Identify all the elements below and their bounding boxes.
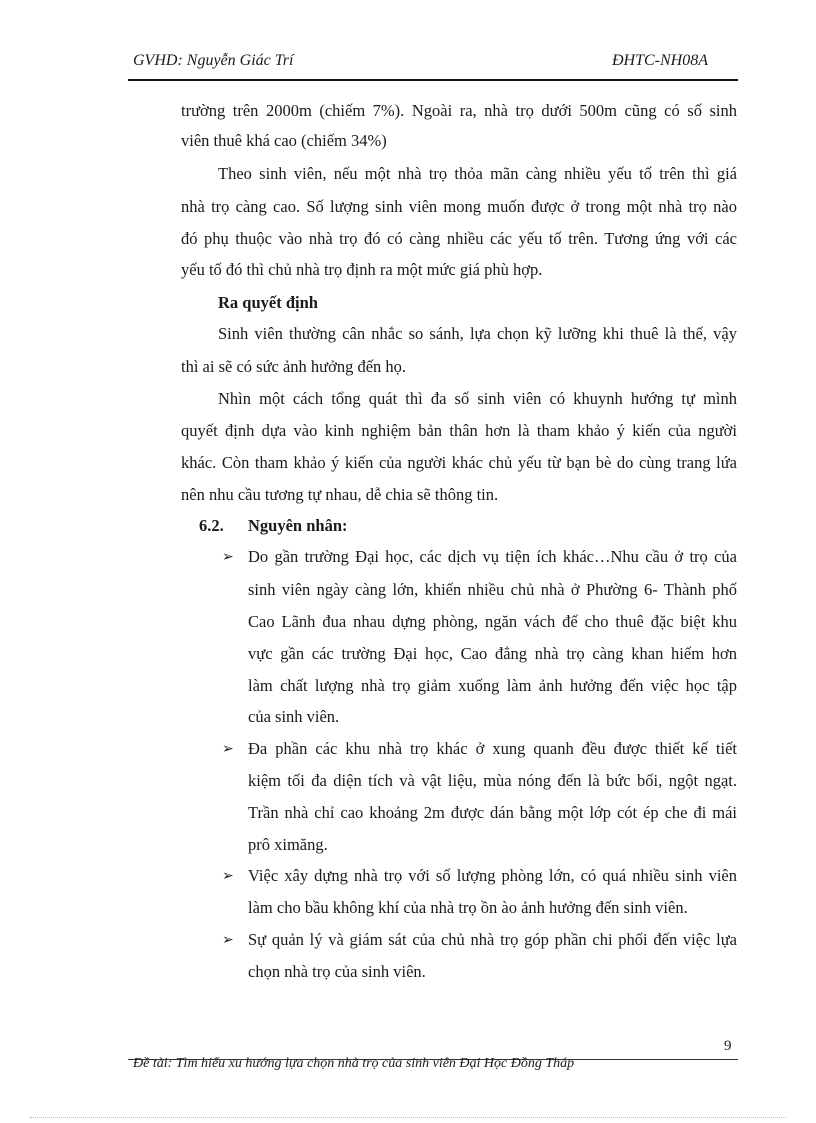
body-line: viên thuê khá cao (chiếm 34%) xyxy=(181,131,387,150)
body-line: nhà trọ càng cao. Số lượng sinh viên mong muốn được ở trong một nhà trọ nào xyxy=(181,197,737,216)
page-number: 9 xyxy=(724,1038,732,1054)
body-line: khác. Còn tham khảo ý kiến của người khác chủ yếu từ bạn bè do cùng trang lứa xyxy=(181,453,737,472)
bullet-line: Cao Lãnh đua nhau dựng phòng, ngăn vách để cho thuê đặc biệt khu xyxy=(248,612,737,631)
body-line: yếu tố đó thì chủ nhà trọ định ra một mức giá phù hợp. xyxy=(181,260,543,279)
arrow-bullet-icon: ➢ xyxy=(222,869,234,884)
body-line: nên nhu cầu tương tự nhau, dễ chia sẽ thông tin. xyxy=(181,485,499,504)
body-line: thì ai sẽ có sức ảnh hưởng đến họ. xyxy=(181,357,407,376)
bullet-line: của sinh viên. xyxy=(248,707,340,726)
section-title: Nguyên nhân: xyxy=(248,516,348,535)
bullet-line: sinh viên ngày càng lớn, khiến nhiều chủ nhà ở Phường 6- Thành phố xyxy=(248,580,737,599)
bullet-line: chọn nhà trọ của sinh viên. xyxy=(248,962,426,981)
header-divider xyxy=(128,79,738,81)
bullet-line: Đa phần các khu nhà trọ khác ở xung quanh đều được thiết kế tiết xyxy=(248,739,737,758)
subheading-decision: Ra quyết định xyxy=(218,293,318,312)
bullet-line: Do gần trường Đại học, các dịch vụ tiện ích khác…Nhu cầu ở trọ của xyxy=(248,547,737,566)
arrow-bullet-icon: ➢ xyxy=(222,550,234,565)
body-line: Sinh viên thường cân nhắc so sánh, lựa chọn kỹ lưỡng khi thuê là thế, vậy xyxy=(218,324,737,343)
body-line: Theo sinh viên, nếu một nhà trọ thỏa mãn càng nhiều yếu tố trên thì giá xyxy=(218,164,737,183)
header-class-code: ĐHTC-NH08A xyxy=(612,52,709,69)
bullet-line: Sự quản lý và giám sát của chủ nhà trọ góp phần chi phối đến việc lựa xyxy=(248,930,737,949)
body-line: quyết định dựa vào kinh nghiệm bản thân hơn là tham khảo ý kiến của người xyxy=(181,421,737,440)
bullet-line: làm chất lượng nhà trọ giảm xuống làm ảnh hưởng đến việc học tập xyxy=(248,676,737,695)
body-line: đó phụ thuộc vào nhà trọ đó có càng nhiều các yếu tố trên. Tương ứng với các xyxy=(181,229,737,248)
bullet-line: kiệm tối đa diện tích và vật liệu, mùa nóng đến là bức bối, ngột ngạt. xyxy=(248,771,737,790)
bullet-line: Việc xây dựng nhà trọ với số lượng phòng lớn, có quá nhiều sinh viên xyxy=(248,866,737,885)
bullet-line: làm cho bầu không khí của nhà trọ ồn ào ảnh hưởng đến sinh viên. xyxy=(248,898,688,917)
footer-topic: Đề tài: Tìm hiểu xu hướng lựa chọn nhà trọ của sinh viên Đại Học Đồng Tháp xyxy=(133,1056,575,1071)
header-advisor: GVHD: Nguyễn Giác Trí xyxy=(133,52,294,69)
page-bottom-border xyxy=(30,1117,786,1118)
body-line: Nhìn một cách tổng quát thì đa số sinh viên có khuynh hướng tự mình xyxy=(218,389,737,408)
arrow-bullet-icon: ➢ xyxy=(222,742,234,757)
arrow-bullet-icon: ➢ xyxy=(222,933,234,948)
bullet-line: prô ximăng. xyxy=(248,835,328,854)
bullet-line: vực gần các trường Đại học, Cao đẳng nhà trọ càng khan hiếm hơn xyxy=(248,644,737,663)
section-number: 6.2. xyxy=(199,516,224,535)
body-line: trường trên 2000m (chiếm 7%). Ngoài ra, nhà trọ dưới 500m cũng có số sinh xyxy=(181,101,737,120)
bullet-line: Trần nhà chỉ cao khoảng 2m được dán bằng một lớp cót ép che đi mái xyxy=(248,803,737,822)
